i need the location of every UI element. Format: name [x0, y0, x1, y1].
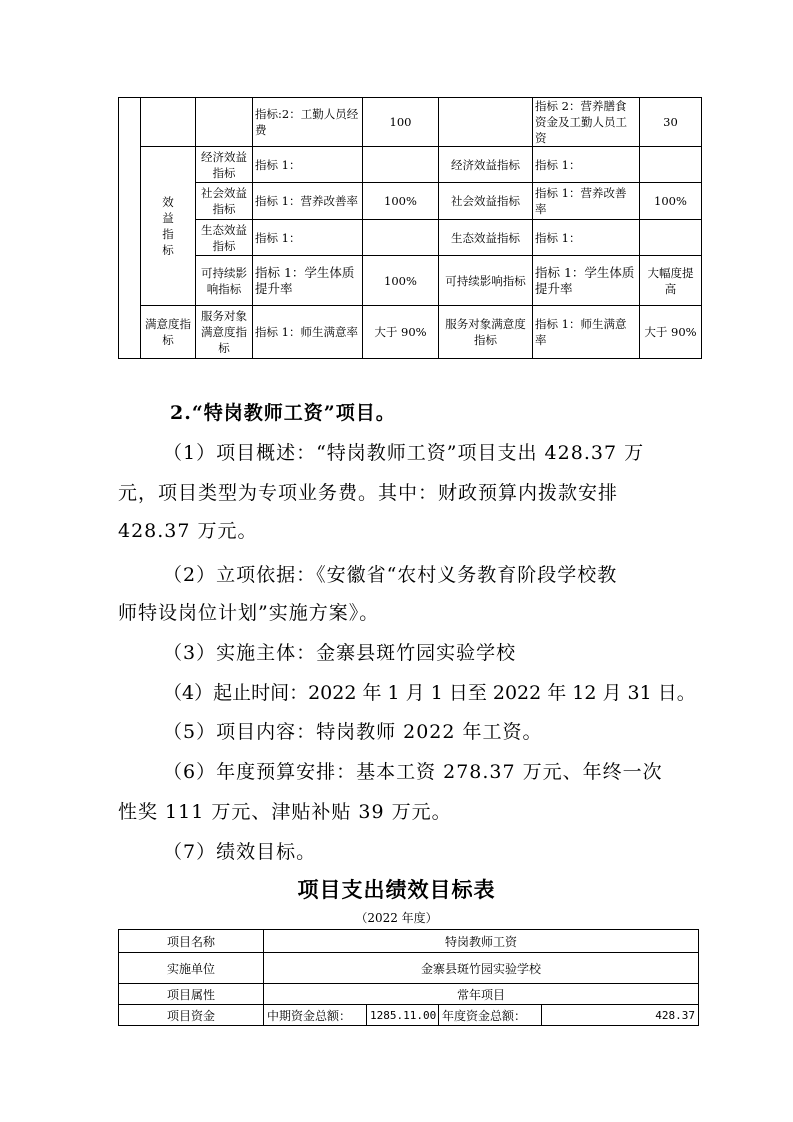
table-cell: 指标 1：	[253, 220, 363, 256]
table-row	[119, 953, 699, 984]
paragraph-line: 元，项目类型为专项业务费。其中：财政预算内拨款安排	[118, 482, 619, 504]
table-cell: 特岗教师工资	[264, 930, 699, 953]
table-cell: 年度资金总额：	[439, 1005, 542, 1026]
table-cell: 指标 1：	[253, 147, 363, 183]
table-cell: 指标 1：师生满意率	[253, 306, 363, 359]
table-cell	[119, 98, 141, 359]
paragraph-line: （1）项目概述：“特岗教师工资”项目支出 428.37 万	[163, 442, 645, 464]
table-cell: 100%	[363, 256, 439, 306]
table-cell: 金寨县斑竹园实验学校	[264, 953, 699, 984]
table-cell: 实施单位	[119, 953, 264, 984]
table-cell: 经济效益指标	[196, 147, 253, 183]
benefit-indicator-header: 效益指标	[141, 147, 196, 306]
paragraph-line: 师特设岗位计划”实施方案》。	[118, 602, 380, 624]
table-cell	[640, 147, 702, 183]
table-cell: 指标 1：	[533, 220, 640, 256]
table-cell: 指标 1：学生体质提升率	[533, 256, 640, 306]
table-cell: 指标 2：营养膳食资金及工勤人员工资	[533, 98, 640, 147]
table-cell: 30	[640, 98, 702, 147]
table-row	[119, 306, 702, 359]
satisfaction-indicator-header: 满意度指标	[141, 306, 196, 359]
table-cell: 服务对象满意度指标	[439, 306, 533, 359]
table-cell: 100%	[640, 183, 702, 220]
table-row	[119, 984, 699, 1005]
paragraph-line: 性奖 111 万元、津贴补贴 39 万元。	[118, 801, 452, 823]
paragraph-line: （2）立项依据：《安徽省“农村义务教育阶段学校教	[163, 564, 618, 586]
paragraph-line: 428.37 万元。	[118, 520, 258, 542]
table-cell: 指标 1：师生满意率	[533, 306, 640, 359]
table-cell: 指标 1：营养改善率	[253, 183, 363, 220]
table-row	[119, 1005, 699, 1026]
table-row	[119, 98, 702, 147]
table-cell: 服务对象满意度指标	[196, 306, 253, 359]
table-row	[119, 930, 699, 953]
table-cell: 生态效益指标	[439, 220, 533, 256]
table-cell: 社会效益指标	[196, 183, 253, 220]
project-target-table	[118, 929, 699, 1026]
table-cell: 常年项目	[264, 984, 699, 1005]
table-row	[119, 220, 702, 256]
table-cell: 100	[363, 98, 439, 147]
table-cell: 指标 1：学生体质提升率	[253, 256, 363, 306]
table-cell: 大于 90%	[363, 306, 439, 359]
table-row	[119, 256, 702, 306]
table-year: （2022 年度）	[355, 911, 438, 925]
performance-indicator-table	[118, 97, 702, 359]
section-heading: 2.“特岗教师工资”项目。	[170, 402, 396, 424]
table-row	[119, 147, 702, 183]
table-cell: 大于 90%	[640, 306, 702, 359]
paragraph-line: （5）项目内容：特岗教师 2022 年工资。	[163, 721, 543, 743]
table-cell: 1285.11.00	[367, 1005, 439, 1026]
paragraph-line: （3）实施主体：金寨县斑竹园实验学校	[163, 642, 517, 664]
table-cell: 100%	[363, 183, 439, 220]
table-cell: 生态效益指标	[196, 220, 253, 256]
table-cell: 指标 1：	[533, 147, 640, 183]
table-cell: 可持续影响指标	[196, 256, 253, 306]
table-cell	[363, 147, 439, 183]
table-cell: 社会效益指标	[439, 183, 533, 220]
table-cell	[363, 220, 439, 256]
table-row	[119, 183, 702, 220]
paragraph-line: （6）年度预算安排：基本工资 278.37 万元、年终一次	[163, 761, 663, 783]
table-cell: 可持续影响指标	[439, 256, 533, 306]
table-cell: 428.37	[542, 1005, 699, 1026]
table-cell: 项目名称	[119, 930, 264, 953]
table-cell: 指标 1：营养改善率	[533, 183, 640, 220]
table-cell	[196, 98, 253, 147]
table-cell: 指标:2：工勤人员经费	[253, 98, 363, 147]
table-cell: 项目属性	[119, 984, 264, 1005]
table-title: 项目支出绩效目标表	[297, 877, 496, 902]
table-cell: 大幅度提高	[640, 256, 702, 306]
table-cell: 中期资金总额：	[264, 1005, 367, 1026]
paragraph-line: （7）绩效目标。	[163, 841, 317, 863]
table-cell: 经济效益指标	[439, 147, 533, 183]
paragraph-line: （4）起止时间：2022 年 1 月 1 日至 2022 年 12 月 31 日。	[163, 682, 696, 704]
table-cell	[439, 98, 533, 147]
table-cell	[640, 220, 702, 256]
table-cell	[141, 98, 196, 147]
table-cell: 项目资金	[119, 1005, 264, 1026]
